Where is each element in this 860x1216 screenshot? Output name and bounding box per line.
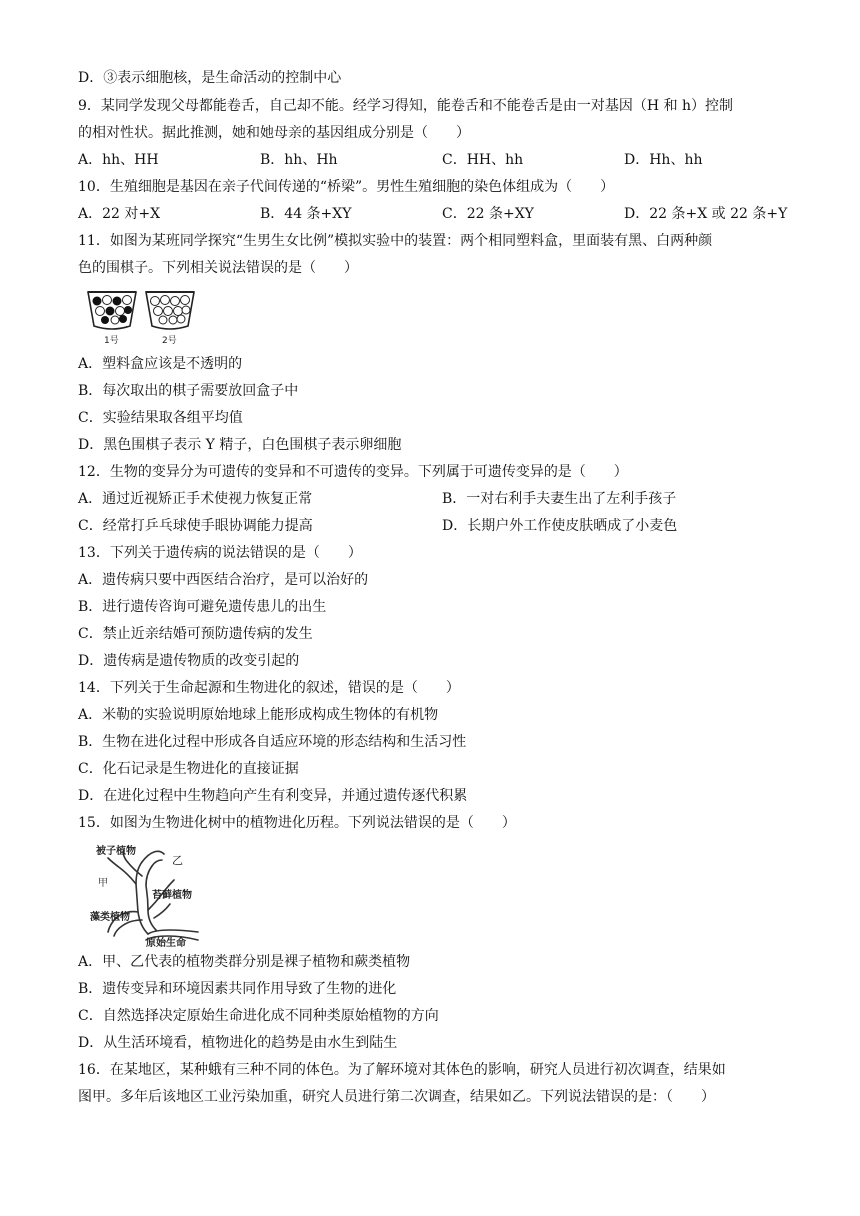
q12-option-c: C．经常打乒乓球使手眼协调能力提高 bbox=[78, 518, 313, 534]
q9-option-d: D．Hh、hh bbox=[624, 152, 703, 168]
q10-stem: 10．生殖细胞是基因在亲子代间传递的“桥梁”。男性生殖细胞的染色体组成为（ ） bbox=[78, 179, 615, 195]
q9-option-c: C．HH、hh bbox=[442, 152, 524, 168]
q14-option-d: D．在进化过程中生物趋向产生有利变异，并通过遗传逐代积累 bbox=[78, 788, 468, 804]
q10-option-b: B．44 条+XY bbox=[260, 206, 352, 222]
box1-label: 1号 bbox=[104, 336, 119, 346]
label-angiosperms: 被子植物 bbox=[96, 846, 136, 857]
label-yi: 乙 bbox=[172, 854, 183, 867]
q10-option-d: D．22 条+X 或 22 条+Y bbox=[624, 206, 788, 222]
q14-option-b: B．生物在进化过程中形成各自适应环境的形态结构和生活习性 bbox=[78, 734, 467, 750]
q11-option-b: B．每次取出的棋子需要放回盒子中 bbox=[78, 383, 299, 399]
q13-stem: 13．下列关于遗传病的说法错误的是（ ） bbox=[78, 545, 362, 561]
q11-stem-line1: 11．如图为某班同学探究“生男生女比例”模拟实验中的装置：两个相同塑料盒，里面装有黑、白两种颜 bbox=[78, 233, 713, 249]
q9-option-a: A．hh、HH bbox=[78, 152, 159, 168]
q13-option-a: A．遗传病只要中西医结合治疗，是可以治好的 bbox=[78, 572, 369, 588]
q15-evolution-tree-figure bbox=[82, 840, 232, 950]
q15-option-d: D．从生活环境看，植物进化的趋势是由水生到陆生 bbox=[78, 1035, 398, 1051]
q15-option-a: A．甲、乙代表的植物类群分别是裸子植物和蕨类植物 bbox=[78, 954, 411, 970]
q9-option-b: B．hh、Hh bbox=[260, 152, 338, 168]
label-bryophytes: 苔藓植物 bbox=[152, 890, 192, 901]
q11-figure-boxes bbox=[84, 286, 208, 348]
q10-option-c: C．22 条+XY bbox=[442, 206, 534, 222]
q14-option-c: C．化石记录是生物进化的直接证据 bbox=[78, 761, 299, 777]
q16-stem-line1: 16．在某地区，某种蛾有三种不同的体色。为了解环境对其体色的影响，研究人员进行初次调查，结果如 bbox=[78, 1062, 726, 1078]
q15-option-b: B．遗传变异和环境因素共同作用导致了生物的进化 bbox=[78, 981, 397, 997]
q14-option-a: A．米勒的实验说明原始地球上能形成构成生物体的有机物 bbox=[78, 707, 439, 723]
label-primitive-life: 原始生命 bbox=[146, 938, 186, 949]
q11-option-c: C．实验结果取各组平均值 bbox=[78, 410, 243, 426]
q8-option-d: D．③表示细胞核，是生命活动的控制中心 bbox=[78, 70, 342, 86]
label-jia: 甲 bbox=[98, 878, 108, 889]
q14-stem: 14．下列关于生命起源和生物进化的叙述，错误的是（ ） bbox=[78, 680, 460, 696]
q13-option-c: C．禁止近亲结婚可预防遗传病的发生 bbox=[78, 626, 313, 642]
q9-stem-line2: 的相对性状。据此推测，她和她母亲的基因组成分别是（ ） bbox=[78, 125, 470, 141]
q10-option-a: A．22 对+X bbox=[78, 206, 161, 222]
q11-option-a: A．塑料盒应该是不透明的 bbox=[78, 356, 243, 372]
q15-stem: 15．如图为生物进化树中的植物进化历程。下列说法错误的是（ ） bbox=[78, 815, 516, 831]
label-algae: 藻类植物 bbox=[90, 912, 130, 923]
q12-option-a: A．通过近视矫正手术使视力恢复正常 bbox=[78, 491, 313, 507]
q12-option-b: B．一对右利手夫妻生出了左利手孩子 bbox=[442, 491, 677, 507]
box2-label: 2号 bbox=[162, 336, 177, 346]
q13-option-d: D．遗传病是遗传物质的改变引起的 bbox=[78, 653, 300, 669]
q11-stem-line2: 色的围棋子。下列相关说法错误的是（ ） bbox=[78, 260, 358, 276]
q15-option-c: C．自然选择决定原始生命进化成不同种类原始植物的方向 bbox=[78, 1008, 439, 1024]
q12-stem: 12．生物的变异分为可遗传的变异和不可遗传的变异。下列属于可遗传变异的是（ ） bbox=[78, 464, 628, 480]
q12-option-d: D．长期户外工作使皮肤晒成了小麦色 bbox=[442, 518, 678, 534]
q13-option-b: B．进行遗传咨询可避免遗传患儿的出生 bbox=[78, 599, 327, 615]
q16-stem-line2: 图甲。多年后该地区工业污染加重，研究人员进行第二次调查，结果如乙。下列说法错误的是：（ ） bbox=[78, 1089, 715, 1105]
q11-option-d: D．黑色围棋子表示 Y 精子，白色围棋子表示卵细胞 bbox=[78, 437, 402, 453]
q9-stem-line1: 9．某同学发现父母都能卷舌，自己却不能。经学习得知，能卷舌和不能卷舌是由一对基因（H 和 h）控制 bbox=[78, 98, 734, 114]
